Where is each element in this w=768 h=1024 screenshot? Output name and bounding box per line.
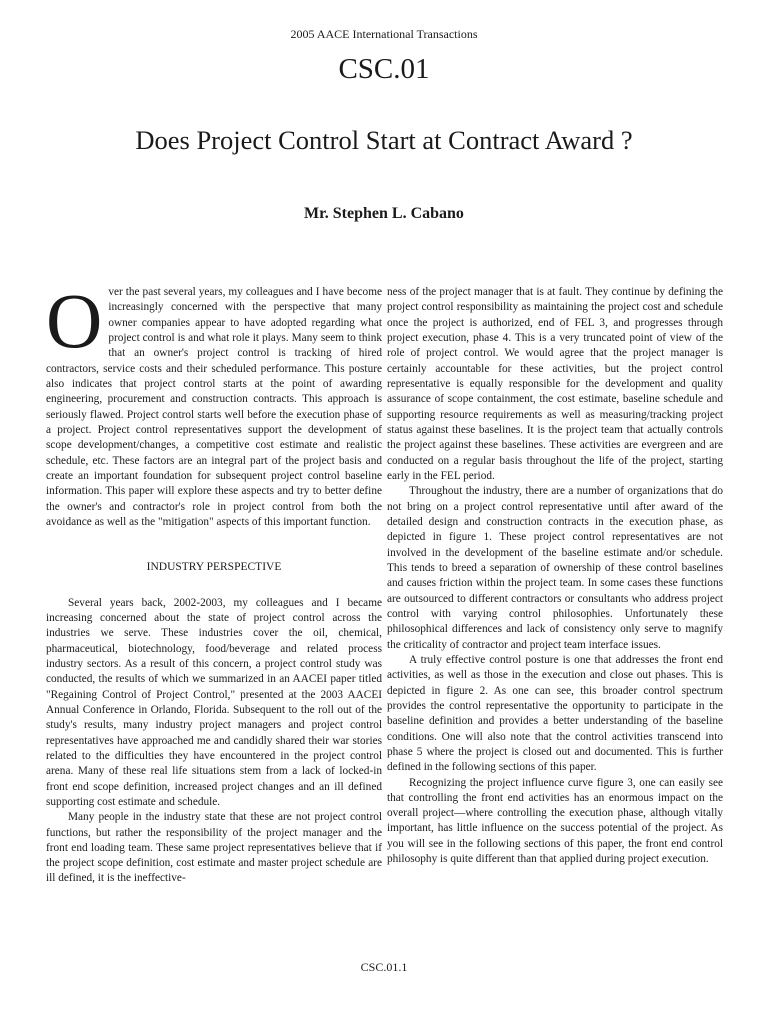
left-column [46,277,382,887]
intro-text: ver the past several years, my colleagues and I have become increasingly concerned with the perspective that many owner companies appear to have adopted regarding what project control is and what role it plays. Many seem to think that an owner's project control is tracking of hired contractors, service costs and their scheduled performance. This posture also indicates that project control starts at the point of awarding engineering, procurement and construction contracts. This approach is seriously flawed. Project control starts well before the execution phase of a project. Project control representatives support the development of scope development/changes, a competitive cost estimate and realistic schedule, etc. These factors are an integral part of the project basis and create an important foundation for subsequent project control baseline information. This paper will explore these aspects and try to better define the owner's and contractor's role in project control from both the avoidance as well as the "mitigation" aspects of this important function. [46,286,382,528]
drop-cap: O [46,277,103,364]
body-paragraph: Several years back, 2002-2003, my colleagues and I became increasing concerned about the state of project control across the industries we serve. These industries cover the oil, chemical, pharmaceutical, biotechnology, food/beverage and related process industry sectors. As a result of this concern, a project control study was conducted, the results of which we summarized in an AACEI paper titled "Regaining Control of Project Control," presented at the 2003 AACEI Annual Conference in Orlando, Florida. Subsequent to the roll out of the study's results, many industry project managers and project control representatives have approached me and candidly shared their war stories related to the difficulties they have encountered in the project control arena. Many of these real life situations stem from a lack of locked-in front end scope definition, increased project changes and an ill defined supporting cost estimate and schedule. [46,596,382,808]
body-paragraph: Throughout the industry, there are a number of organizations that do not bring on a project control representative until after award of the detailed design and construction contracts in the execution phase, as depicted in figure 1. These project control representatives are not involved in the development of the baseline estimate and/or schedule. This tends to breed a separation of ownership of these control baselines and causes friction within the project team. In some cases these functions are outsourced to different contractors or consultants who address project control with varying control philosophies. Unfortunately these philosophical differences and lack of consistency only serve to magnify the criticality of contractor and project team interface issues. [387,485,723,651]
body-paragraph: Recognizing the project influence curve figure 3, one can easily see that controlling the front end activities has an enormous impact on the overall project—where controlling the execution phase, although vitally important, has little influence on the success potential of the project. As you will see in the following sections of this paper, the front end control philosophy is quite different than that applied during project execution. [387,776,723,866]
body-paragraph: Many people in the industry state that these are not project control functions, but rather the responsibility of the project manager and the front end loading team. These same project representatives believe that if the project scope definition, cost estimate and master project schedule are ill defined, it is the ineffective- [46,811,382,885]
author-name: Mr. Stephen L. Cabano [304,205,464,222]
right-column [387,285,723,867]
body-paragraph: ness of the project manager that is at fault. They continue by defining the project control responsibility as maintaining the project cost and schedule once the project is authorized, end of FEL 3, and progresses through project execution, phase 4. This is a very truncated point of view of the role of project control. We would agree that the project manager is certainly accountable for these activities, but the project control representative is equally responsible for the development and quality assurance of scope containment, the cost estimate, baseline schedule and supporting resource requirements as well as measuring/tracking project status against these baselines. It is the project team that actually controls the project against these baselines. These activities are evergreen and are conducted on a regular basis throughout the life of the project, starting early in the FEL period. [387,286,723,482]
paper-title: Does Project Control Start at Contract Award ? [135,125,633,155]
paper-id: CSC.01 [338,53,430,85]
body-paragraph: A truly effective control posture is one that addresses the front end activities, as well as those in the execution and close out phases. This is depicted in figure 2. As one can see, this broader control spectrum provides the control representative the opportunity to participate in the baseline definition and provides a better understanding of the baseline conditions. One will also note that the control activities transcend into phase 5 where the project is closed out and documented. This is further defined in the following sections of this paper. [387,653,723,774]
section-heading: INDUSTRY PERSPECTIVE [146,561,282,574]
page-number: CSC.01.1 [360,960,408,974]
intro-paragraph [46,277,382,530]
running-head: 2005 AACE International Transactions [290,27,478,41]
